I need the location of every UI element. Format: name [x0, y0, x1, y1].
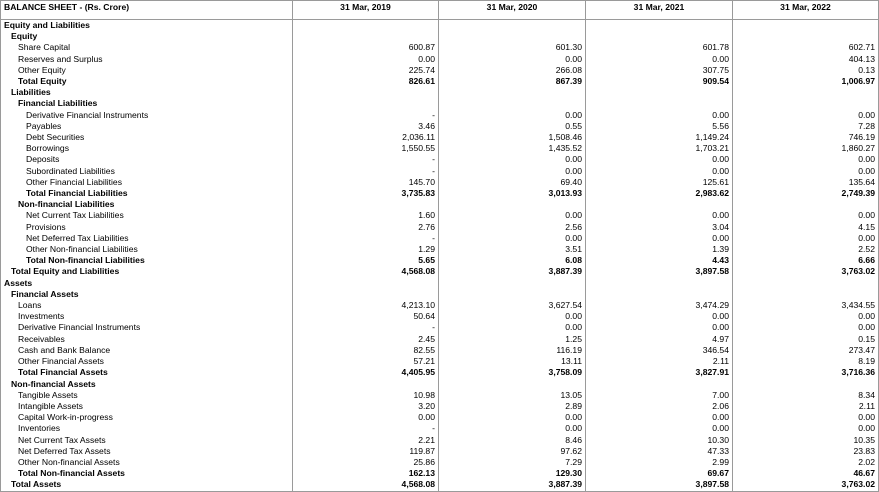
value-cell [733, 31, 879, 42]
value-cell [293, 87, 439, 98]
row-label: Other Non-financial Liabilities [1, 244, 293, 255]
year-header: 31 Mar, 2019 [293, 1, 439, 20]
value-cell: 0.00 [439, 412, 586, 423]
table-row [1, 210, 879, 221]
value-cell: 0.00 [293, 54, 439, 65]
table-row [1, 367, 879, 378]
value-cell: 25.86 [293, 457, 439, 468]
value-cell: 82.55 [293, 345, 439, 356]
table-row [1, 311, 879, 322]
value-cell: 404.13 [733, 54, 879, 65]
value-cell: 97.62 [439, 446, 586, 457]
value-cell: 0.00 [733, 322, 879, 333]
row-label: Derivative Financial Instruments [1, 322, 293, 333]
table-row [1, 65, 879, 76]
value-cell: 3,763.02 [733, 266, 879, 277]
table-row [1, 31, 879, 42]
value-cell: 2.06 [586, 401, 733, 412]
value-cell: 0.00 [439, 166, 586, 177]
table-row [1, 54, 879, 65]
value-cell: 0.15 [733, 334, 879, 345]
sheet-title: BALANCE SHEET - (Rs. Crore) [1, 1, 293, 20]
value-cell: 1.29 [293, 244, 439, 255]
value-cell: 125.61 [586, 177, 733, 188]
row-label: Net Current Tax Liabilities [1, 210, 293, 221]
table-row [1, 423, 879, 434]
row-label: Total Non-financial Liabilities [1, 255, 293, 266]
value-cell: 1,006.97 [733, 76, 879, 87]
value-cell: 0.00 [439, 54, 586, 65]
table-row [1, 132, 879, 143]
value-cell [586, 31, 733, 42]
value-cell: 13.11 [439, 356, 586, 367]
value-cell: 2.02 [733, 457, 879, 468]
value-cell: 0.00 [733, 412, 879, 423]
table-row [1, 76, 879, 87]
value-cell: 1,703.21 [586, 143, 733, 154]
row-label: Receivables [1, 334, 293, 345]
value-cell [293, 199, 439, 210]
table-row [1, 479, 879, 491]
value-cell: 10.30 [586, 435, 733, 446]
value-cell: 2,036.11 [293, 132, 439, 143]
row-label: Non-financial Liabilities [1, 199, 293, 210]
row-label: Intangible Assets [1, 401, 293, 412]
value-cell: 3,887.39 [439, 479, 586, 491]
value-cell [293, 289, 439, 300]
value-cell: - [293, 154, 439, 165]
table-row [1, 412, 879, 423]
value-cell [293, 98, 439, 109]
value-cell: 0.00 [586, 233, 733, 244]
sheet-body [1, 20, 879, 492]
value-cell [293, 31, 439, 42]
value-cell: 0.00 [733, 311, 879, 322]
table-row [1, 255, 879, 266]
row-label: Deposits [1, 154, 293, 165]
value-cell [586, 289, 733, 300]
value-cell [439, 199, 586, 210]
value-cell: 23.83 [733, 446, 879, 457]
value-cell: 3,716.36 [733, 367, 879, 378]
row-label: Other Non-financial Assets [1, 457, 293, 468]
value-cell: 7.28 [733, 121, 879, 132]
table-row [1, 401, 879, 412]
value-cell: 4.97 [586, 334, 733, 345]
value-cell: 2.45 [293, 334, 439, 345]
value-cell: 7.29 [439, 457, 586, 468]
value-cell [733, 289, 879, 300]
value-cell: 3,474.29 [586, 300, 733, 311]
value-cell [733, 379, 879, 390]
table-row [1, 289, 879, 300]
value-cell: 129.30 [439, 468, 586, 479]
value-cell: 1,435.52 [439, 143, 586, 154]
row-label: Total Equity and Liabilities [1, 266, 293, 277]
value-cell [586, 87, 733, 98]
value-cell: 225.74 [293, 65, 439, 76]
value-cell: 3.04 [586, 222, 733, 233]
value-cell [586, 199, 733, 210]
value-cell: 8.34 [733, 390, 879, 401]
value-cell: 346.54 [586, 345, 733, 356]
header-row [1, 1, 879, 20]
value-cell [439, 379, 586, 390]
value-cell: 3,735.83 [293, 188, 439, 199]
table-row [1, 20, 879, 32]
row-label: Subordinated Liabilities [1, 166, 293, 177]
value-cell: 69.67 [586, 468, 733, 479]
row-label: Payables [1, 121, 293, 132]
row-label: Total Financial Liabilities [1, 188, 293, 199]
value-cell: 2,983.62 [586, 188, 733, 199]
value-cell: 69.40 [439, 177, 586, 188]
row-label: Capital Work-in-progress [1, 412, 293, 423]
table-row [1, 390, 879, 401]
row-label: Net Current Tax Assets [1, 435, 293, 446]
row-label: Cash and Bank Balance [1, 345, 293, 356]
value-cell: 4.43 [586, 255, 733, 266]
value-cell: 867.39 [439, 76, 586, 87]
row-label: Debt Securities [1, 132, 293, 143]
table-row [1, 356, 879, 367]
value-cell [293, 278, 439, 289]
row-label: Loans [1, 300, 293, 311]
value-cell: 2.11 [733, 401, 879, 412]
value-cell [439, 87, 586, 98]
value-cell: 0.00 [439, 311, 586, 322]
value-cell: 2.99 [586, 457, 733, 468]
value-cell: 0.13 [733, 65, 879, 76]
value-cell: 135.64 [733, 177, 879, 188]
value-cell: 6.66 [733, 255, 879, 266]
row-label: Borrowings [1, 143, 293, 154]
value-cell: 1,860.27 [733, 143, 879, 154]
table-row [1, 42, 879, 53]
value-cell: - [293, 233, 439, 244]
row-label: Total Non-financial Assets [1, 468, 293, 479]
value-cell: 2.76 [293, 222, 439, 233]
table-row [1, 345, 879, 356]
row-label: Tangible Assets [1, 390, 293, 401]
value-cell: 746.19 [733, 132, 879, 143]
table-row [1, 300, 879, 311]
table-row [1, 266, 879, 277]
value-cell: 600.87 [293, 42, 439, 53]
value-cell: 826.61 [293, 76, 439, 87]
value-cell: 116.19 [439, 345, 586, 356]
value-cell: 3,897.58 [586, 266, 733, 277]
value-cell: 0.00 [733, 110, 879, 121]
value-cell: 57.21 [293, 356, 439, 367]
value-cell: 273.47 [733, 345, 879, 356]
value-cell: 3.46 [293, 121, 439, 132]
value-cell: 47.33 [586, 446, 733, 457]
value-cell: 0.00 [586, 110, 733, 121]
table-row [1, 87, 879, 98]
value-cell: 3,758.09 [439, 367, 586, 378]
value-cell: 0.55 [439, 121, 586, 132]
row-label: Derivative Financial Instruments [1, 110, 293, 121]
value-cell: 162.13 [293, 468, 439, 479]
value-cell: 4,213.10 [293, 300, 439, 311]
value-cell: 1,149.24 [586, 132, 733, 143]
value-cell: 10.35 [733, 435, 879, 446]
value-cell: 909.54 [586, 76, 733, 87]
value-cell: 1.25 [439, 334, 586, 345]
row-label: Total Equity [1, 76, 293, 87]
value-cell: 3.20 [293, 401, 439, 412]
value-cell: 5.65 [293, 255, 439, 266]
row-label: Financial Assets [1, 289, 293, 300]
value-cell: 0.00 [586, 412, 733, 423]
table-row [1, 457, 879, 468]
value-cell: 0.00 [439, 233, 586, 244]
value-cell: 601.30 [439, 42, 586, 53]
value-cell: 2.89 [439, 401, 586, 412]
value-cell: 4,568.08 [293, 479, 439, 491]
value-cell: 3,887.39 [439, 266, 586, 277]
value-cell: - [293, 423, 439, 434]
value-cell: 2.56 [439, 222, 586, 233]
year-header: 31 Mar, 2020 [439, 1, 586, 20]
table-row [1, 98, 879, 109]
table-row [1, 244, 879, 255]
value-cell: 50.64 [293, 311, 439, 322]
value-cell: 0.00 [733, 233, 879, 244]
value-cell [293, 20, 439, 32]
value-cell: 602.71 [733, 42, 879, 53]
value-cell: 4.15 [733, 222, 879, 233]
table-row [1, 435, 879, 446]
value-cell: 5.56 [586, 121, 733, 132]
year-header: 31 Mar, 2021 [586, 1, 733, 20]
table-row [1, 222, 879, 233]
row-label: Financial Liabilities [1, 98, 293, 109]
value-cell: 3.51 [439, 244, 586, 255]
value-cell: 0.00 [586, 54, 733, 65]
table-row [1, 121, 879, 132]
table-row [1, 334, 879, 345]
value-cell: 13.05 [439, 390, 586, 401]
value-cell: 307.75 [586, 65, 733, 76]
value-cell: 266.08 [439, 65, 586, 76]
value-cell: 6.08 [439, 255, 586, 266]
value-cell [586, 379, 733, 390]
value-cell: 0.00 [733, 210, 879, 221]
value-cell [439, 289, 586, 300]
table-row [1, 177, 879, 188]
value-cell: 8.19 [733, 356, 879, 367]
row-label: Equity [1, 31, 293, 42]
table-row [1, 278, 879, 289]
row-label: Reserves and Surplus [1, 54, 293, 65]
value-cell: 1.60 [293, 210, 439, 221]
value-cell: 2.52 [733, 244, 879, 255]
value-cell: 0.00 [439, 154, 586, 165]
value-cell [733, 20, 879, 32]
value-cell: 145.70 [293, 177, 439, 188]
value-cell: 119.87 [293, 446, 439, 457]
value-cell: 46.67 [733, 468, 879, 479]
value-cell [439, 98, 586, 109]
table-row [1, 446, 879, 457]
row-label: Equity and Liabilities [1, 20, 293, 32]
row-label: Net Deferred Tax Liabilities [1, 233, 293, 244]
row-label: Investments [1, 311, 293, 322]
row-label: Provisions [1, 222, 293, 233]
table-row [1, 322, 879, 333]
value-cell: 0.00 [733, 423, 879, 434]
row-label: Assets [1, 278, 293, 289]
row-label: Other Financial Liabilities [1, 177, 293, 188]
value-cell: 1.39 [586, 244, 733, 255]
value-cell: 3,013.93 [439, 188, 586, 199]
row-label: Net Deferred Tax Assets [1, 446, 293, 457]
value-cell [586, 98, 733, 109]
value-cell: 3,627.54 [439, 300, 586, 311]
table-row [1, 110, 879, 121]
value-cell [733, 278, 879, 289]
table-row [1, 199, 879, 210]
value-cell: - [293, 166, 439, 177]
row-label: Non-financial Assets [1, 379, 293, 390]
table-row [1, 468, 879, 479]
value-cell: 2.21 [293, 435, 439, 446]
value-cell: 0.00 [733, 154, 879, 165]
row-label: Other Financial Assets [1, 356, 293, 367]
value-cell: 4,405.95 [293, 367, 439, 378]
value-cell [733, 87, 879, 98]
value-cell: 0.00 [439, 423, 586, 434]
value-cell: - [293, 110, 439, 121]
value-cell: 3,434.55 [733, 300, 879, 311]
table-row [1, 166, 879, 177]
value-cell: 0.00 [733, 166, 879, 177]
row-label: Share Capital [1, 42, 293, 53]
value-cell [586, 278, 733, 289]
table-row [1, 379, 879, 390]
value-cell [293, 379, 439, 390]
year-header: 31 Mar, 2022 [733, 1, 879, 20]
value-cell: 0.00 [586, 166, 733, 177]
value-cell: 0.00 [586, 210, 733, 221]
row-label: Total Financial Assets [1, 367, 293, 378]
value-cell [439, 31, 586, 42]
value-cell: 0.00 [439, 110, 586, 121]
value-cell [733, 199, 879, 210]
value-cell: 1,550.55 [293, 143, 439, 154]
value-cell: 1,508.46 [439, 132, 586, 143]
value-cell: - [293, 322, 439, 333]
row-label: Other Equity [1, 65, 293, 76]
value-cell: 0.00 [586, 154, 733, 165]
value-cell: 8.46 [439, 435, 586, 446]
row-label: Inventories [1, 423, 293, 434]
value-cell: 3,827.91 [586, 367, 733, 378]
table-row [1, 143, 879, 154]
value-cell: 0.00 [586, 423, 733, 434]
value-cell: 0.00 [586, 322, 733, 333]
value-cell: 3,897.58 [586, 479, 733, 491]
value-cell: 0.00 [293, 412, 439, 423]
row-label: Liabilities [1, 87, 293, 98]
value-cell: 10.98 [293, 390, 439, 401]
value-cell: 7.00 [586, 390, 733, 401]
row-label: Total Assets [1, 479, 293, 491]
table-row [1, 154, 879, 165]
value-cell: 0.00 [439, 322, 586, 333]
value-cell: 4,568.08 [293, 266, 439, 277]
value-cell: 0.00 [439, 210, 586, 221]
value-cell: 0.00 [586, 311, 733, 322]
value-cell: 2.11 [586, 356, 733, 367]
table-row [1, 233, 879, 244]
value-cell: 3,763.02 [733, 479, 879, 491]
value-cell [586, 20, 733, 32]
value-cell [733, 98, 879, 109]
value-cell [439, 278, 586, 289]
table-row [1, 188, 879, 199]
value-cell: 2,749.39 [733, 188, 879, 199]
value-cell: 601.78 [586, 42, 733, 53]
value-cell [439, 20, 586, 32]
